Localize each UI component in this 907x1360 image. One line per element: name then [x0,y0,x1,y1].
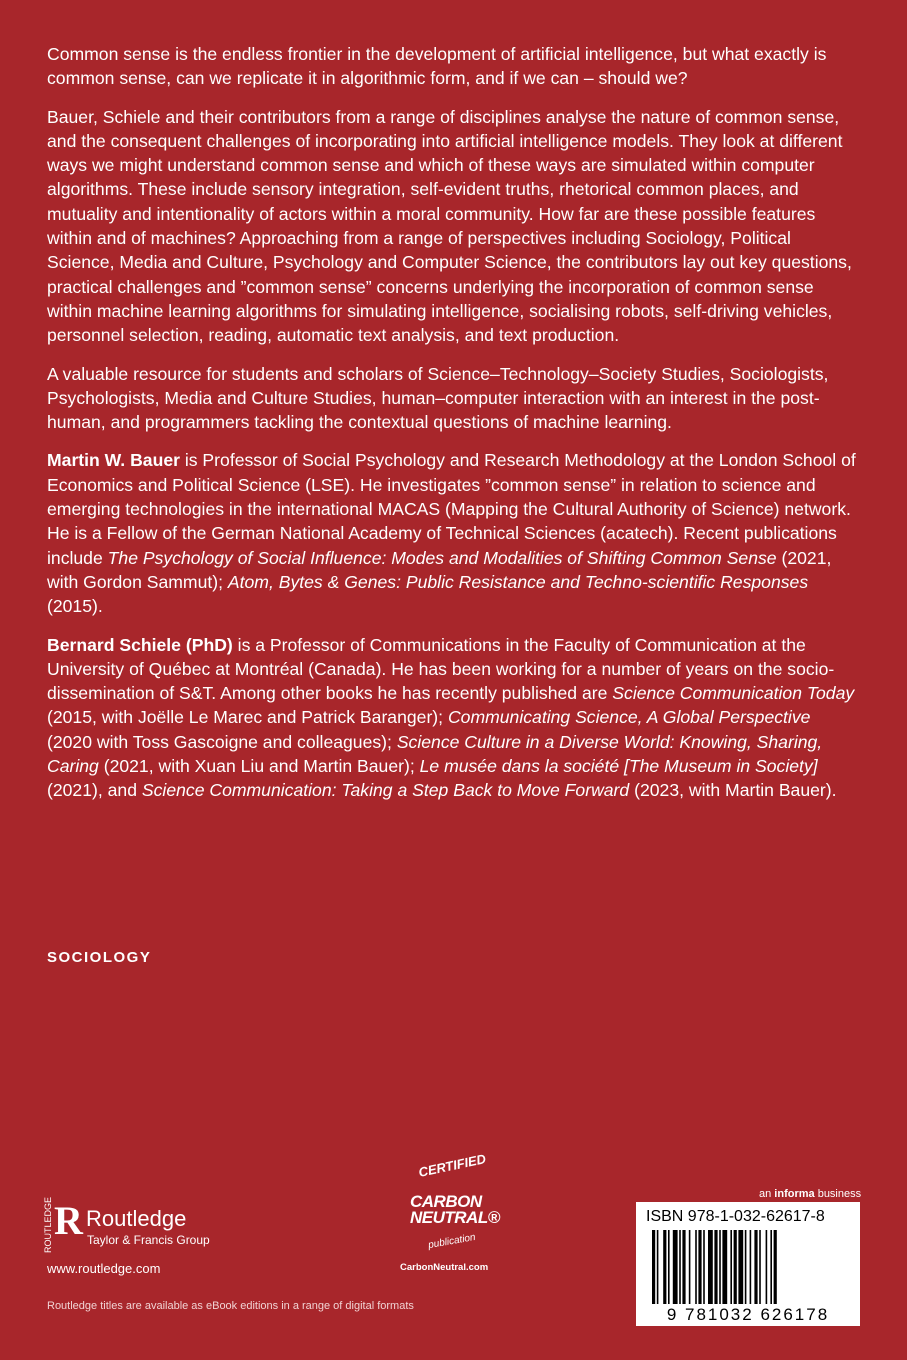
publisher-url: www.routledge.com [47,1261,161,1276]
book-title: Science Communication: Taking a Step Back to Move Forward [141,780,630,801]
blurb-paragraph-3: A valuable resource for students and scholars of Science–Technology–Society Studies, Sociologists, Psychologists, Media and Culture Studies, human–computer interaction with an interest in the post-human, and programmers tackling the contextual questions of machine learning. [47,363,829,433]
barcode-bar [734,1230,737,1304]
barcode-bar [695,1230,697,1304]
blurb-paragraph-1: Common sense is the endless frontier in the development of artificial intelligence, but what exactly is common sense, can we replicate it in algorithmic form, and if we can – should we? [47,44,827,89]
barcode-bar [679,1230,681,1304]
informa-prefix: an [759,1188,775,1200]
carbon-neutral-logo [396,1152,512,1276]
barcode-bar [750,1230,752,1304]
bio-text: (2021, with Gordon Sammut); [47,547,832,592]
barcode-bar [722,1230,727,1304]
informa-brand: informa [774,1188,815,1200]
bio-text: is Professor of Social Psychology and Research Methodology at the London School of Economics and Political Science (LSE). He investigates ”common sense” in relation to science and emerging technologies in the international MACAS (Mapping the Cultural Authority of Science) network. He is a Fellow of the German National Academy of Technical Sciences (acatech). Recent publications include [47,450,856,568]
barcode-bar [745,1230,747,1304]
back-cover-text [47,42,859,817]
book-title: Science Communication Today [612,683,855,704]
carbon-url: CarbonNeutral.com [400,1262,489,1273]
barcode-bar [730,1230,732,1304]
book-title: Le musée dans la société [The Museum in Society] [419,756,818,777]
publisher-group: Taylor & Francis Group [87,1233,210,1247]
barcode-bar [714,1230,717,1304]
carbon-publication-text: publication [427,1231,477,1252]
barcode-bars [652,1230,848,1304]
book-title: The Psychology of Social Influence: Modes and Modalities of Shifting Common Sense [107,547,777,568]
publisher-side-text: ROUTLEDGE [43,1196,54,1254]
neutral-text [410,1208,500,1228]
book-title: Science Culture in a Diverse World: Knowing, Sharing, Caring [47,731,823,777]
barcode-bar [673,1230,678,1304]
barcode-bar [689,1230,691,1304]
bio-text: is a Professor of Communications in the Faculty of Communication at the University of Québec at Montréal (Canada). He has been working for a number of years on the socio-dissemination of S&T. Among other books he has recently published are [47,634,835,704]
barcode-bar [770,1230,772,1304]
barcode-bar [754,1230,757,1304]
barcode-bar [652,1230,655,1304]
carbon-certified-text: CERTIFIED [417,1151,488,1180]
barcode-bar [774,1230,777,1304]
ebook-note: Routledge titles are available as eBook editions in a range of digital formats [47,1300,414,1312]
subject-category: SOCIOLOGY [47,949,152,966]
barcode-bar [738,1230,743,1304]
book-title: Atom, Bytes & Genes: Public Resistance and Techno-scientific Responses [227,571,809,592]
bio-text: (2021, with Xuan Liu and Martin Bauer); [98,756,420,777]
blurb-paragraph-2: Bauer, Schiele and their contributors from a range of disciplines analyse the nature of common sense, and the consequent challenges of incorporating into artificial intelligence models. They look at different ways we might understand common sense and which of these ways are simulated within computer algorithms. These include sensory integration, self-evident truths, rhetorical common places, and mutuality and intentionality of actors within a moral community. How far are these possible features within and of machines? Approaching from a range of perspectives including Sociology, Political Science, Media and Culture, Psychology and Computer Science, the contributors lay out key questions, practical challenges and ”common sense” concerns underlying the incorporation of common sense within machine learning algorithms for simulating intelligence, socialising robots, self-driving vehicles, personnel selection, reading, automatic text analysis, and text production. [47,106,852,346]
carbon-text: CARBON [410,1192,482,1211]
barcode-bar [766,1230,768,1304]
informa-suffix: business [814,1188,862,1200]
barcode-bar [682,1230,685,1304]
barcode-number: 9 781032 626178 [666,1305,830,1324]
bio-text: (2023, with Martin Bauer). [629,780,837,801]
isbn-text: ISBN 978-1-032-62617-8 [646,1208,825,1225]
bio-text: (2015). [47,596,103,617]
author-bio-bauer [47,448,859,618]
publisher-side-label [40,1196,54,1254]
publisher-logo [40,1196,300,1260]
author-bio-schiele [47,633,859,803]
book-title: Communicating Science, A Global Perspective [447,707,811,728]
bio-text: (2021), and [47,780,142,801]
barcode-bar [668,1230,670,1304]
barcode-bar [657,1230,659,1304]
informa-business-label [759,1188,861,1200]
barcode-bar [703,1230,705,1304]
neutral-word: NEUTRAL [410,1208,488,1227]
author-name-bauer: Martin W. Bauer [47,450,180,471]
publisher-name: Routledge [86,1206,187,1231]
barcode-bar [759,1230,761,1304]
barcode-bar [663,1230,666,1304]
registered-mark: ® [487,1208,500,1227]
isbn-barcode [636,1202,860,1326]
barcode-bar [698,1230,701,1304]
barcode-bar [719,1230,721,1304]
bio-text: (2015, with Joëlle Le Marec and Patrick Baranger); [47,707,448,728]
author-name-schiele: Bernard Schiele (PhD) [47,634,233,655]
routledge-r-icon: R [54,1198,83,1243]
barcode-bar [708,1230,713,1304]
bio-text: (2020 with Toss Gascoigne and colleagues); [47,731,397,752]
